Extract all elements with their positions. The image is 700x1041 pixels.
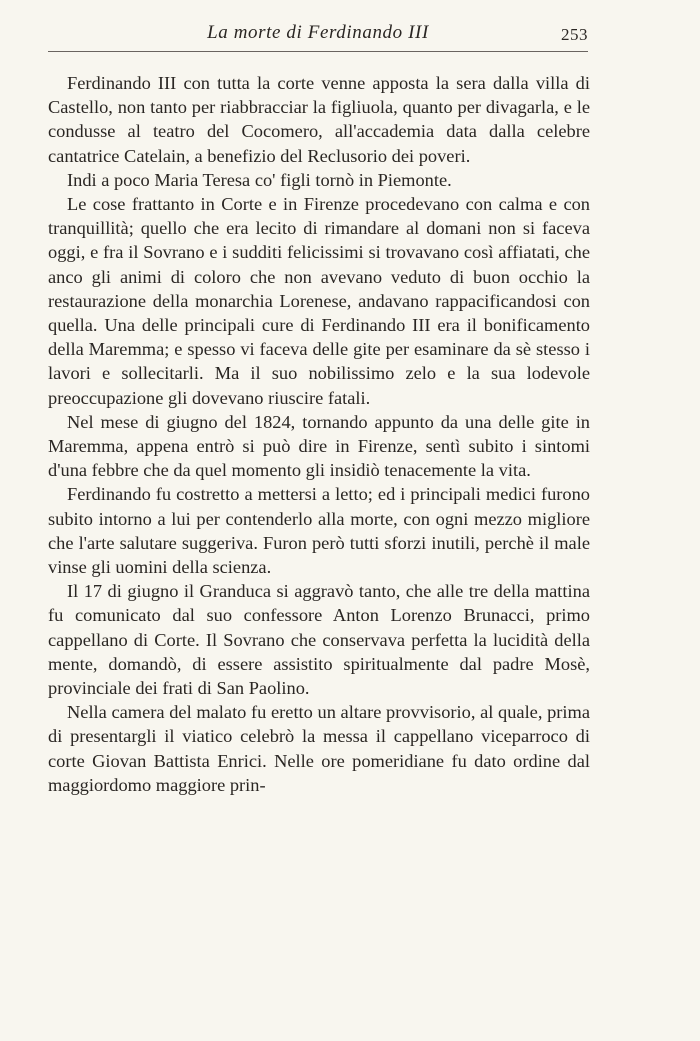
paragraph: Le cose frattanto in Corte e in Firenze procedevano con calma e con tranquillità; quello che era lecito di rimandare al domani non si faceva oggi, e fra il Sovrano e i sudditi felicissimi si trovavano così affiatati, che anco gli animi di coloro che non avevano veduto di buon occhio la restaurazione della monarchia Lorenese, andavano rappacificandosi con quella. Una delle principali cure di Ferdinando III era il bonificamento della Maremma; e spesso vi faceva delle gite per esaminare da sè stesso i lavori e sollecitarli. Ma il suo nobilissimo zelo e la sua lodevole preoccupazione gli dovevano riuscire fatali.: [48, 194, 590, 408]
body-text: [48, 71, 590, 797]
paragraph: Indi a poco Maria Teresa co' figli tornò in Piemonte.: [67, 169, 452, 190]
page-number: 253: [561, 25, 588, 44]
paragraph: Ferdinando fu costretto a mettersi a letto; ed i principali medici furono subito intorno a lui per contenderlo alla morte, con ogni mezzo migliore che l'arte salutare suggeriva. Furon però tutti sforzi inutili, perchè il male vinse gli uomini della scienza.: [48, 484, 590, 578]
running-title: La morte di Ferdinando III: [207, 22, 429, 43]
paragraph: Nel mese di giugno del 1824, tornando appunto da una delle gite in Maremma, appena entrò si può dire in Firenze, sentì subito i sintomi d'una febbre che da quel momento gli insidiò tenacemente la vita.: [48, 411, 590, 481]
page-header: [48, 22, 588, 52]
header-rule: [48, 51, 588, 52]
paragraph: Ferdinando III con tutta la corte venne apposta la sera dalla villa di Castello, non tanto per riabbracciar la figliuola, quanto per divagarla, e le condusse al teatro del Cocomero, all'accademia data dalla celebre cantatrice Catelain, a benefizio del Reclusorio dei poveri.: [48, 73, 590, 166]
paragraph: Il 17 di giugno il Granduca si aggravò tanto, che alle tre della mattina fu comunicato dal suo confessore Anton Lorenzo Brunacci, primo cappellano di Corte. Il Sovrano che conservava perfetta la lucidità della mente, domandò, di essere assistito spiritualmente dal padre Mosè, provinciale dei frati di San Paolino.: [48, 581, 590, 699]
paragraph: Nella camera del malato fu eretto un altare provvisorio, al quale, prima di presentargli il viatico celebrò la messa il cappellano viceparroco di corte Giovan Battista Enrici. Nelle ore pomeridiane fu dato ordine dal maggiordomo maggiore prin-: [48, 702, 590, 795]
